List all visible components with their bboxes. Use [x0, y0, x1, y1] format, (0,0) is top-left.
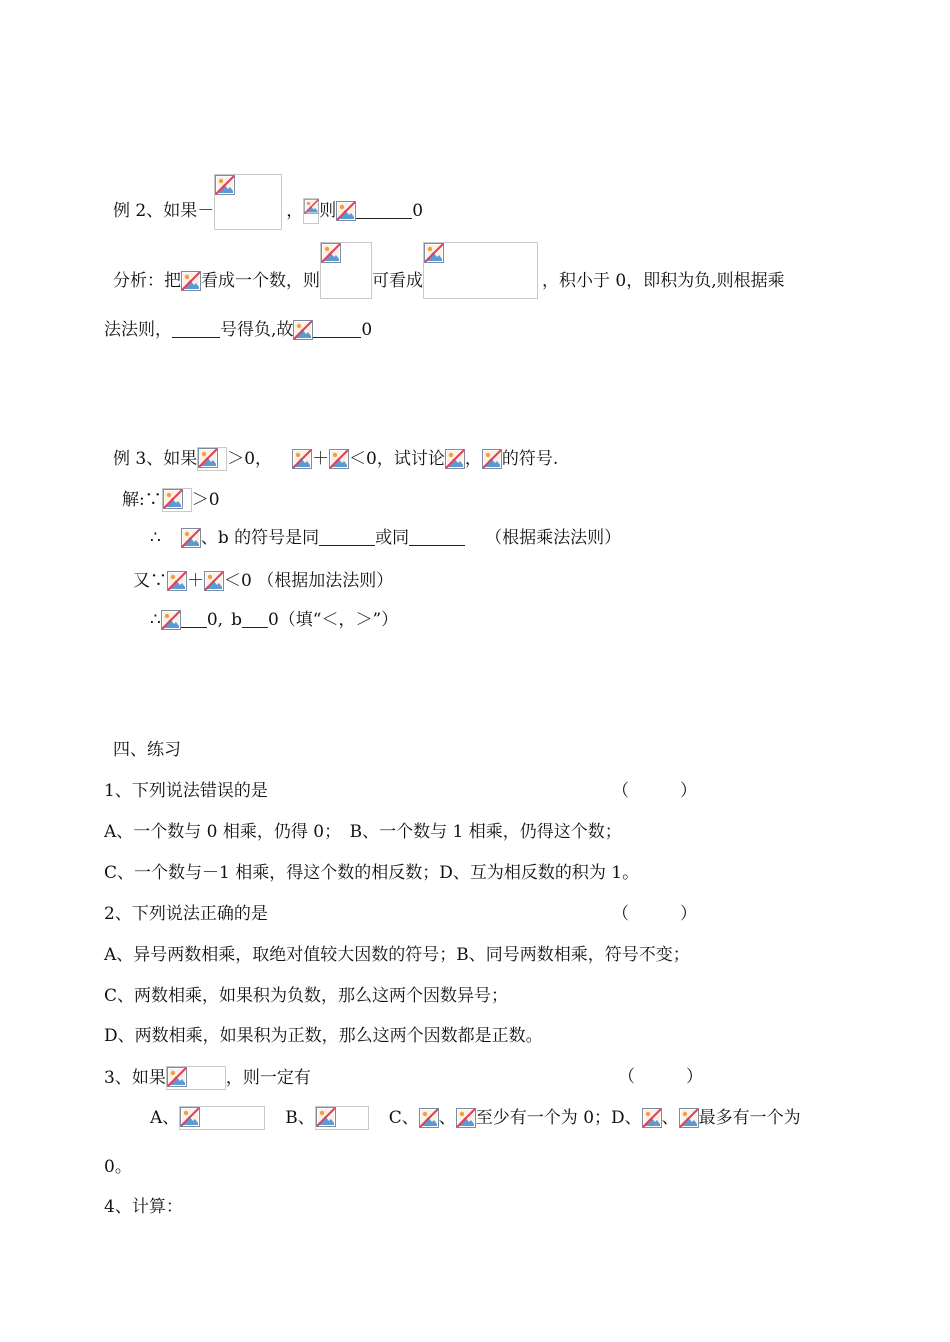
question-1-text: 1、下列说法错误的是	[104, 781, 268, 801]
question-1-options-cd	[104, 862, 639, 884]
broken-image-icon	[679, 1108, 699, 1128]
broken-image-icon	[180, 1107, 200, 1127]
formula-image	[329, 449, 349, 469]
example3-comma: ，	[464, 449, 482, 469]
broken-image-icon	[321, 243, 341, 263]
formula-image	[204, 571, 224, 591]
formula-image	[679, 1108, 699, 1128]
broken-image-icon	[204, 571, 224, 591]
broken-image-icon	[161, 610, 181, 630]
solution-i: 0,	[206, 610, 224, 630]
options-ab-text: A、一个数与 0 相乘，仍得 0； B、一个数与 1 相乘，仍得这个数；	[104, 822, 622, 842]
broken-image-icon	[419, 1108, 439, 1128]
formula-image	[456, 1108, 476, 1128]
question-2-option-c	[104, 985, 508, 1007]
formula-image	[181, 271, 201, 291]
solution-c: 、b 的符号是同	[200, 528, 320, 548]
option-b-label: B、	[285, 1108, 315, 1128]
broken-image-icon	[329, 449, 349, 469]
solution-plus: ＋	[187, 571, 204, 591]
question-2	[104, 903, 268, 925]
broken-image-icon	[336, 201, 356, 221]
broken-image-icon	[456, 1108, 476, 1128]
question-3	[104, 1066, 311, 1090]
answer-blank[interactable]	[356, 203, 412, 219]
option-d-text: D、两数相乘，如果积为正数，那么这两个因数都是正数。	[104, 1026, 543, 1046]
formula-image	[181, 528, 201, 548]
formula-image	[320, 242, 372, 299]
wrapped-text: 0。	[104, 1157, 132, 1177]
broken-image-icon	[215, 175, 235, 195]
analysis-line-2	[104, 319, 372, 341]
question-4-text: 4、计算：	[104, 1197, 183, 1217]
analysis-d: ，积小于 0，即积为负,则根据乘	[542, 270, 785, 291]
answer-blank[interactable]	[319, 530, 375, 546]
separator: 、	[661, 1108, 679, 1128]
broken-image-icon	[642, 1108, 662, 1128]
answer-parentheses[interactable]: （ ）	[618, 1067, 703, 1087]
formula-image	[166, 1066, 226, 1090]
answer-blank[interactable]	[172, 322, 220, 338]
question-1-options-ab	[104, 821, 622, 843]
broken-image-icon	[163, 489, 183, 509]
practice-heading	[113, 739, 181, 761]
solution-line-2	[150, 527, 621, 549]
question-3-paren	[618, 1066, 703, 1088]
formula-image	[336, 201, 356, 221]
option-c-label: C、	[388, 1108, 419, 1128]
answer-parentheses[interactable]: （ ）	[612, 904, 697, 924]
option-d-text: 最多有一个为	[698, 1108, 801, 1128]
broken-image-icon	[482, 449, 502, 469]
broken-image-icon	[167, 571, 187, 591]
question-2-option-d	[104, 1025, 543, 1047]
practice-heading-text: 四、练习	[113, 740, 181, 760]
formula-image	[162, 488, 192, 512]
question-3-options	[150, 1106, 801, 1130]
answer-blank[interactable]	[409, 530, 465, 546]
option-a-text: A、异号两数相乘，取绝对值较大因数的符号；B、同号两数相乘，符号不变；	[104, 945, 690, 965]
formula-image	[179, 1106, 265, 1130]
example3-line	[113, 447, 558, 471]
formula-image	[293, 320, 313, 340]
solution-a: 解:∵	[122, 490, 162, 510]
formula-image	[197, 447, 227, 471]
example2-prefix: 例 2、如果－	[113, 201, 215, 221]
separator: 、	[438, 1108, 456, 1128]
question-3-wrap	[104, 1156, 132, 1178]
broken-image-icon	[181, 528, 201, 548]
broken-image-icon	[292, 449, 312, 469]
example3-a: 例 3、如果	[113, 449, 198, 469]
solution-line-3	[133, 570, 393, 592]
formula-image	[419, 1108, 439, 1128]
question-2-text: 2、下列说法正确的是	[104, 904, 268, 924]
formula-image	[214, 174, 282, 230]
question-2-paren	[612, 903, 697, 925]
solution-g: ＜0 （根据加法法则）	[224, 571, 394, 591]
options-cd-text: C、一个数与－1 相乘，得这个数的相反数；D、互为相反数的积为 1。	[104, 863, 640, 883]
example2-then: 则	[319, 201, 337, 221]
broken-image-icon	[293, 320, 313, 340]
solution-line-4	[150, 609, 398, 631]
answer-blank[interactable]	[313, 322, 361, 338]
formula-image	[482, 449, 502, 469]
broken-image-icon	[167, 1067, 187, 1087]
therefore-symbol: ∴	[150, 528, 161, 548]
formula-image	[315, 1106, 369, 1130]
example2-comma: ，	[286, 201, 304, 221]
broken-image-icon	[424, 243, 444, 263]
analysis-b: 看成一个数，则	[201, 270, 320, 291]
option-c-text: 至少有一个为 0；D、	[475, 1108, 642, 1128]
question-2-option-a	[104, 944, 690, 966]
example3-c: ＜0，试讨论	[349, 449, 445, 469]
analysis-c: 可看成	[372, 270, 423, 291]
broken-image-icon	[198, 448, 218, 468]
solution-f: 又∵	[133, 571, 167, 591]
example2-line	[113, 192, 423, 230]
solution-j: b	[231, 610, 242, 630]
broken-image-icon	[304, 199, 319, 214]
answer-blank[interactable]	[242, 612, 268, 628]
solution-line-1	[122, 488, 220, 512]
solution-d: 或同	[375, 528, 410, 548]
question-1	[104, 780, 268, 802]
formula-image	[423, 242, 538, 299]
option-a-label: A、	[150, 1108, 180, 1128]
question-3-text: 3、如果	[104, 1068, 166, 1088]
formula-image	[445, 449, 465, 469]
formula-image	[161, 610, 181, 630]
formula-image	[642, 1108, 662, 1128]
formula-image	[303, 198, 319, 224]
solution-e: （根据乘法法则）	[485, 528, 622, 548]
solution-b: ＞0	[191, 490, 220, 510]
question-3-tail: ，则一定有	[225, 1068, 311, 1088]
analysis-a: 分析：把	[113, 270, 181, 291]
example3-plus: ＋	[312, 449, 330, 469]
analysis-line	[113, 262, 785, 299]
broken-image-icon	[445, 449, 465, 469]
example3-d: 的符号.	[501, 449, 559, 469]
broken-image-icon	[316, 1107, 336, 1127]
answer-parentheses[interactable]: （ ）	[612, 781, 697, 801]
solution-k: 0（填“＜，＞”）	[267, 610, 399, 630]
answer-blank[interactable]	[181, 612, 207, 628]
therefore-symbol: ∴	[150, 610, 161, 630]
option-c-text: C、两数相乘，如果积为负数，那么这两个因数异号；	[104, 986, 509, 1006]
question-1-paren	[612, 780, 697, 802]
formula-image	[292, 449, 312, 469]
example3-b: ＞0，	[227, 449, 273, 469]
question-4	[104, 1196, 183, 1218]
analysis-g: 0	[361, 320, 373, 340]
broken-image-icon	[181, 271, 201, 291]
example2-zero: 0	[412, 201, 424, 221]
analysis-f: 号得负,故	[220, 320, 294, 340]
analysis-e: 法法则，	[104, 320, 172, 340]
formula-image	[167, 571, 187, 591]
